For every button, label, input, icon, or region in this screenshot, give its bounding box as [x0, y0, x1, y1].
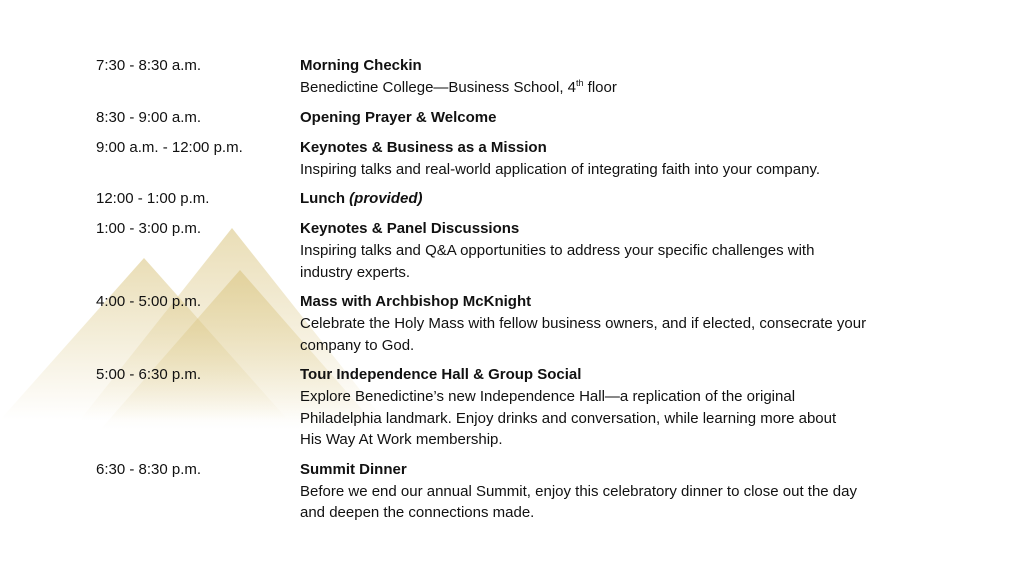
schedule-title: Lunch (provided)	[300, 190, 423, 207]
schedule-time: 7:30 - 8:30 a.m.	[96, 57, 202, 74]
schedule-row	[96, 107, 936, 129]
schedule-description: Inspiring talks and real-world application of integrating faith into your company.	[300, 160, 821, 178]
schedule-time: 4:00 - 5:00 p.m.	[96, 293, 202, 310]
title-note: (provided)	[349, 190, 423, 207]
schedule-description-line: Explore Benedictine’s new Independence Hall—a replication of the original	[300, 388, 796, 405]
schedule-description-line: Celebrate the Holy Mass with fellow business owners, and if elected, consecrate your	[300, 315, 867, 332]
schedule-title: Tour Independence Hall & Group Social	[300, 366, 582, 383]
schedule-time: 9:00 a.m. - 12:00 p.m.	[96, 138, 243, 156]
schedule-row	[96, 55, 936, 99]
schedule-title: Summit Dinner	[300, 460, 407, 478]
schedule-title: Opening Prayer & Welcome	[300, 108, 497, 126]
schedule-time: 5:00 - 6:30 p.m.	[96, 366, 202, 383]
schedule-description-line: company to God.	[300, 336, 415, 354]
schedule-description-line: His Way At Work membership.	[300, 431, 503, 448]
schedule-time: 12:00 - 1:00 p.m.	[96, 190, 210, 207]
schedule-description-line: industry experts.	[300, 263, 411, 281]
schedule-description-line: Inspiring talks and Q&A opportunities to address your specific challenges with	[300, 242, 815, 259]
schedule-title: Keynotes & Business as a Mission	[300, 138, 547, 156]
schedule	[96, 55, 936, 532]
schedule-row	[96, 137, 936, 181]
schedule-description-line: Philadelphia landmark. Enjoy drinks and conversation, while learning more about	[300, 409, 837, 427]
schedule-time: 1:00 - 3:00 p.m.	[96, 220, 202, 237]
schedule-row	[96, 291, 936, 356]
schedule-description-line: Before we end our annual Summit, enjoy this celebratory dinner to close out the day	[300, 482, 857, 500]
schedule-title: Morning Checkin	[300, 57, 422, 74]
schedule-description-line: and deepen the connections made.	[300, 504, 535, 521]
schedule-time: 6:30 - 8:30 p.m.	[96, 460, 202, 478]
schedule-row	[96, 188, 936, 210]
schedule-description: Benedictine College—Business School, 4th floor	[300, 78, 617, 96]
schedule-time: 8:30 - 9:00 a.m.	[96, 108, 202, 126]
schedule-title: Mass with Archbishop McKnight	[300, 293, 532, 310]
schedule-title: Keynotes & Panel Discussions	[300, 220, 520, 237]
schedule-row	[96, 364, 936, 451]
schedule-row	[96, 459, 936, 524]
schedule-row	[96, 218, 936, 283]
